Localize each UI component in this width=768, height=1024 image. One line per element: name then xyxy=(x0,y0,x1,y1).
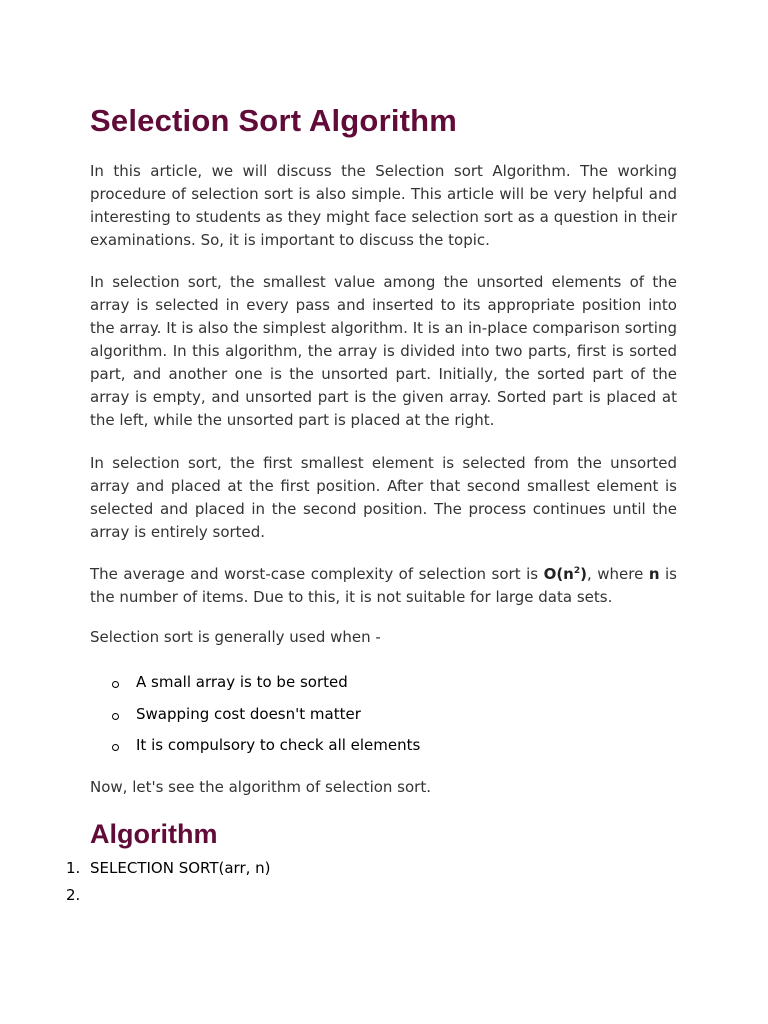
complexity-paragraph xyxy=(90,563,677,609)
line-number: 2. xyxy=(66,886,81,904)
intro-paragraph: In this article, we will discuss the Selection sort Algorithm. The working procedure of selection sort is also simple. This article will be very helpful and interesting to students as they might face selection sort as a question in their examinations. So, it is important to discuss the topic. xyxy=(90,162,677,249)
usage-intro-paragraph: Selection sort is generally used when - xyxy=(90,628,381,646)
complexity-text-middle: , where xyxy=(586,565,649,583)
complexity-text-after: is the number of items. Due to this, it is not suitable for large data sets. xyxy=(90,565,677,606)
line-code: SELECTION SORT(arr, n) xyxy=(90,859,271,877)
list-item-text: Swapping cost doesn't matter xyxy=(136,704,361,723)
circle-bullet-icon xyxy=(112,744,119,751)
list-item-text: A small array is to be sorted xyxy=(136,673,348,691)
complexity-variable: n xyxy=(648,565,660,583)
description-paragraph: In selection sort, the smallest value among the unsorted elements of the array is selected in every pass and inserted to its appropriate position into the array. It is also the simplest algorithm. It is an in-place comparison sorting algorithm. In this algorithm, the array is divided into two parts, first is sorted part, and another one is the unsorted part. Initially, the sorted part of the array is empty, and unsorted part is the given array. Sorted part is placed at the left, while the unsorted part is placed at the right. xyxy=(90,273,677,429)
process-paragraph: In selection sort, the first smallest element is selected from the unsorted array and placed at the first position. After that second smallest element is selected and placed in the second position. The process continues until the array is entirely sorted. xyxy=(90,454,677,541)
algorithm-heading: Algorithm xyxy=(90,819,218,849)
circle-bullet-icon xyxy=(112,681,119,688)
complexity-notation xyxy=(544,565,587,583)
circle-bullet-icon xyxy=(112,713,119,720)
complexity-base: O(n xyxy=(543,565,574,583)
list-item-text: It is compulsory to check all elements xyxy=(136,736,421,754)
complexity-close: ) xyxy=(580,565,587,583)
complexity-exponent: 2 xyxy=(573,566,581,576)
complexity-text-before: The average and worst-case complexity of selection sort is xyxy=(90,565,544,583)
page-title: Selection Sort Algorithm xyxy=(90,103,458,138)
line-number: 1. xyxy=(66,859,81,877)
transition-paragraph: Now, let's see the algorithm of selection sort. xyxy=(90,778,431,796)
